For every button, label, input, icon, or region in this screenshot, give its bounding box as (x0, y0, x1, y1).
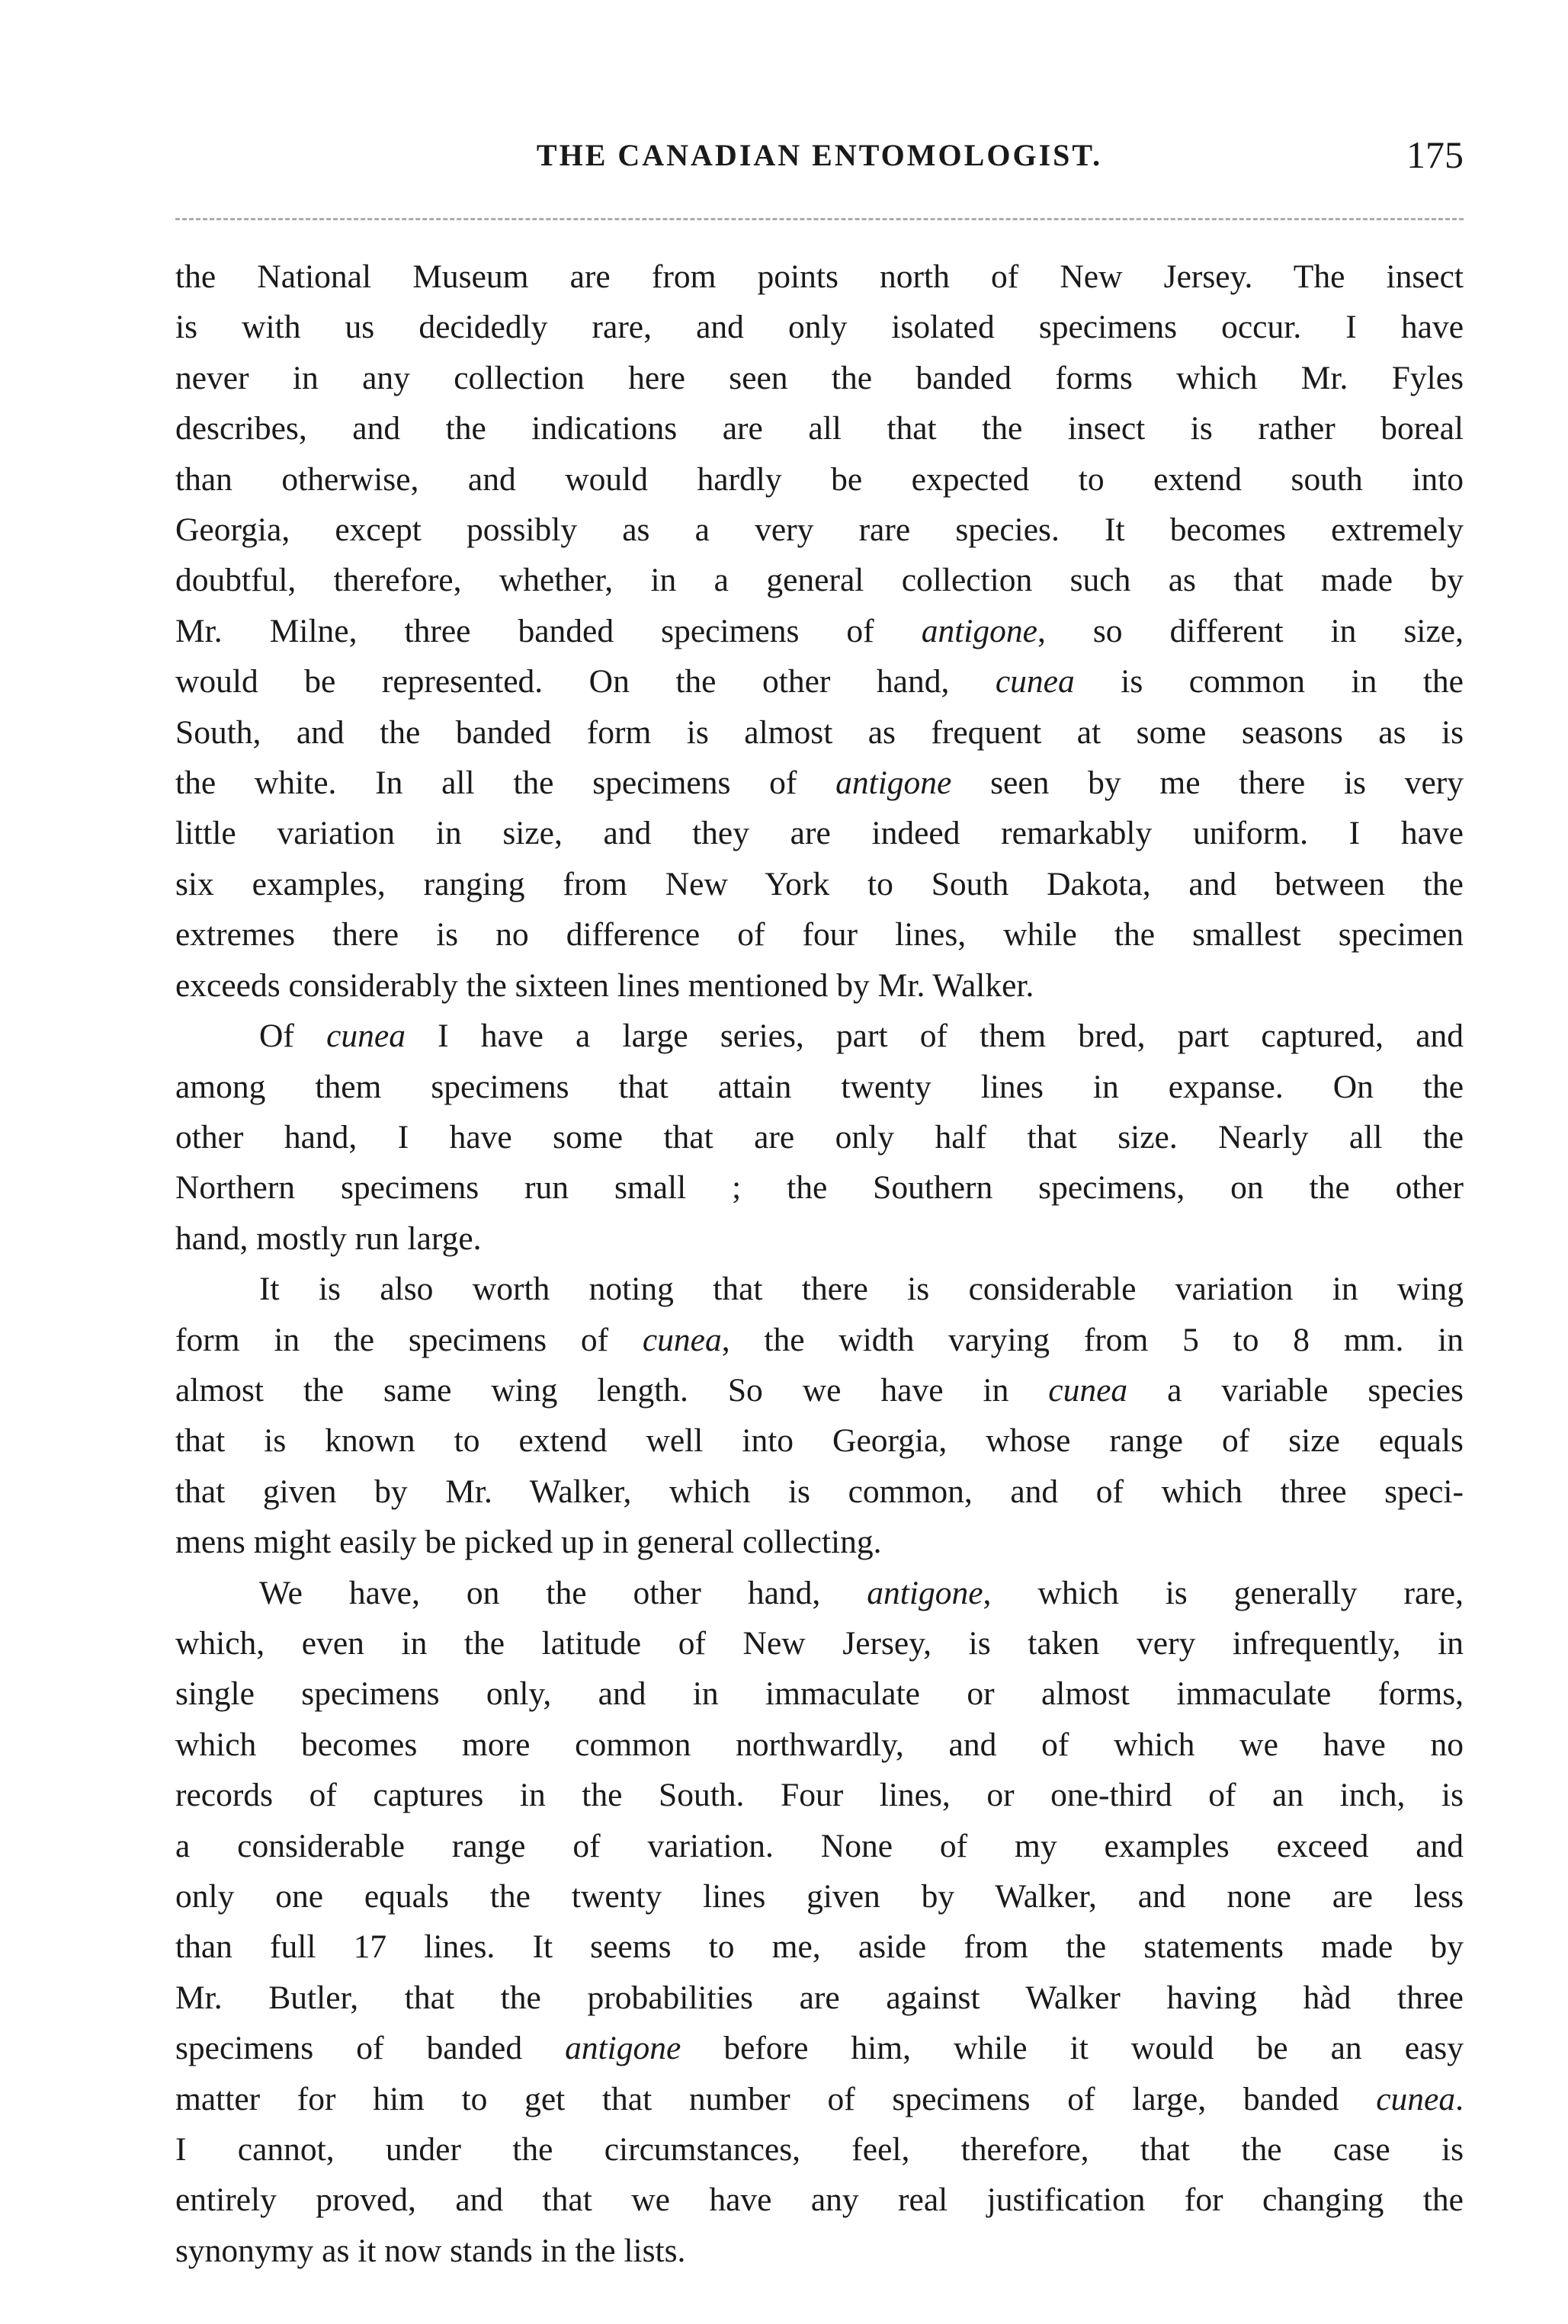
text-line: would be represented. On the other hand, cunea is common in the (175, 663, 1464, 700)
text-line: specimens of banded antigone before him, while it would be an easy (175, 2030, 1464, 2067)
text-line: than otherwise, and would hardly be expected to extend south into (175, 460, 1464, 498)
text-line: other hand, I have some that are only half that size. Nearly all the (175, 1118, 1464, 1156)
text-line: six examples, ranging from New York to South Dakota, and between the (175, 865, 1464, 902)
species-name: antigone (835, 765, 952, 802)
text-line: extremes there is no difference of four lines, while the smallest specimen (175, 916, 1464, 954)
text-line: records of captures in the South. Four lines, or one-third of an inch, is (175, 1777, 1464, 1814)
text-line: form in the specimens of cunea, the width varying from 5 to 8 mm. in (175, 1321, 1464, 1358)
body-text (175, 252, 1464, 2276)
text-line: describes, and the indications are all that the insect is rather boreal (175, 410, 1464, 447)
text-line: entirely proved, and that we have any real justification for changing the (175, 2181, 1464, 2219)
paragraph (175, 252, 1464, 1011)
text-line: hand, mostly run large. (175, 1220, 482, 1257)
text-line: Mr. Butler, that the probabilities are against Walker having hàd three (175, 1979, 1464, 2016)
species-name: cunea (1048, 1371, 1128, 1409)
text-line: Mr. Milne, three banded specimens of antigone, so different in size, (175, 612, 1464, 649)
text-line: that is known to extend well into Georgia, whose range of size equals (175, 1422, 1464, 1460)
species-name: antigone (565, 2030, 681, 2067)
paragraph (175, 1568, 1464, 2277)
text-line: synonymy as it now stands in the lists. (175, 2232, 686, 2269)
text-line: Of cunea I have a large series, part of them bred, part captured, and (259, 1018, 1464, 1055)
text-line: the white. In all the specimens of antigone seen by me there is very (175, 765, 1464, 802)
text-line: mens might easily be picked up in general collecting. (175, 1524, 882, 1561)
text-line: only one equals the twenty lines given by Walker, and none are less (175, 1878, 1464, 1915)
text-line: a considerable range of variation. None of my examples exceed and (175, 1827, 1464, 1864)
paragraph (175, 1264, 1464, 1567)
header-rule (175, 218, 1464, 220)
running-title: THE CANADIAN ENTOMOLOGIST. (536, 138, 1103, 172)
text-line: It is also worth noting that there is considerable variation in wing (259, 1271, 1464, 1308)
text-line: that given by Mr. Walker, which is common, and of which three speci- (175, 1473, 1464, 1510)
text-line: Georgia, except possibly as a very rare species. It becomes extremely (175, 511, 1464, 549)
page-number: 175 (1406, 133, 1464, 176)
species-name: antigone (867, 1574, 983, 1611)
text-line: Northern specimens run small ; the Southern specimens, on the other (175, 1169, 1464, 1207)
text-line: never in any collection here seen the banded forms which Mr. Fyles (175, 359, 1464, 396)
text-line: which becomes more common northwardly, and of which we have no (175, 1726, 1464, 1763)
text-line: the National Museum are from points north of New Jersey. The insect (175, 258, 1464, 295)
text-line: little variation in size, and they are indeed remarkably uniform. I have (175, 815, 1464, 852)
text-line: South, and the banded form is almost as frequent at some seasons as is (175, 713, 1464, 751)
text-line: We have, on the other hand, antigone, which is generally rare, (259, 1574, 1464, 1611)
species-name: antigone (921, 612, 1037, 649)
text-line: matter for him to get that number of specimens of large, banded cunea. (175, 2080, 1464, 2117)
text-line: I cannot, under the circumstances, feel, therefore, that the case is (175, 2131, 1464, 2169)
species-name: cunea (995, 663, 1075, 700)
running-header (175, 133, 1464, 183)
text-line: single specimens only, and in immaculate or almost immaculate forms, (175, 1675, 1464, 1713)
text-line: among them specimens that attain twenty lines in expanse. On the (175, 1068, 1464, 1105)
text-line: doubtful, therefore, whether, in a general collection such as that made by (175, 562, 1464, 599)
text-line: which, even in the latitude of New Jersey, is taken very infrequently, in (175, 1624, 1464, 1662)
paragraph (175, 1011, 1464, 1264)
text-line: is with us decidedly rare, and only isolated specimens occur. I have (175, 309, 1464, 346)
species-name: cunea (642, 1321, 722, 1358)
species-name: cunea (326, 1018, 406, 1055)
text-line: exceeds considerably the sixteen lines mentioned by Mr. Walker. (175, 966, 1034, 1004)
text-line: than full 17 lines. It seems to me, aside from the statements made by (175, 1928, 1464, 1966)
species-name: cunea (1376, 2080, 1456, 2117)
text-line: almost the same wing length. So we have in cunea a variable species (175, 1371, 1464, 1409)
